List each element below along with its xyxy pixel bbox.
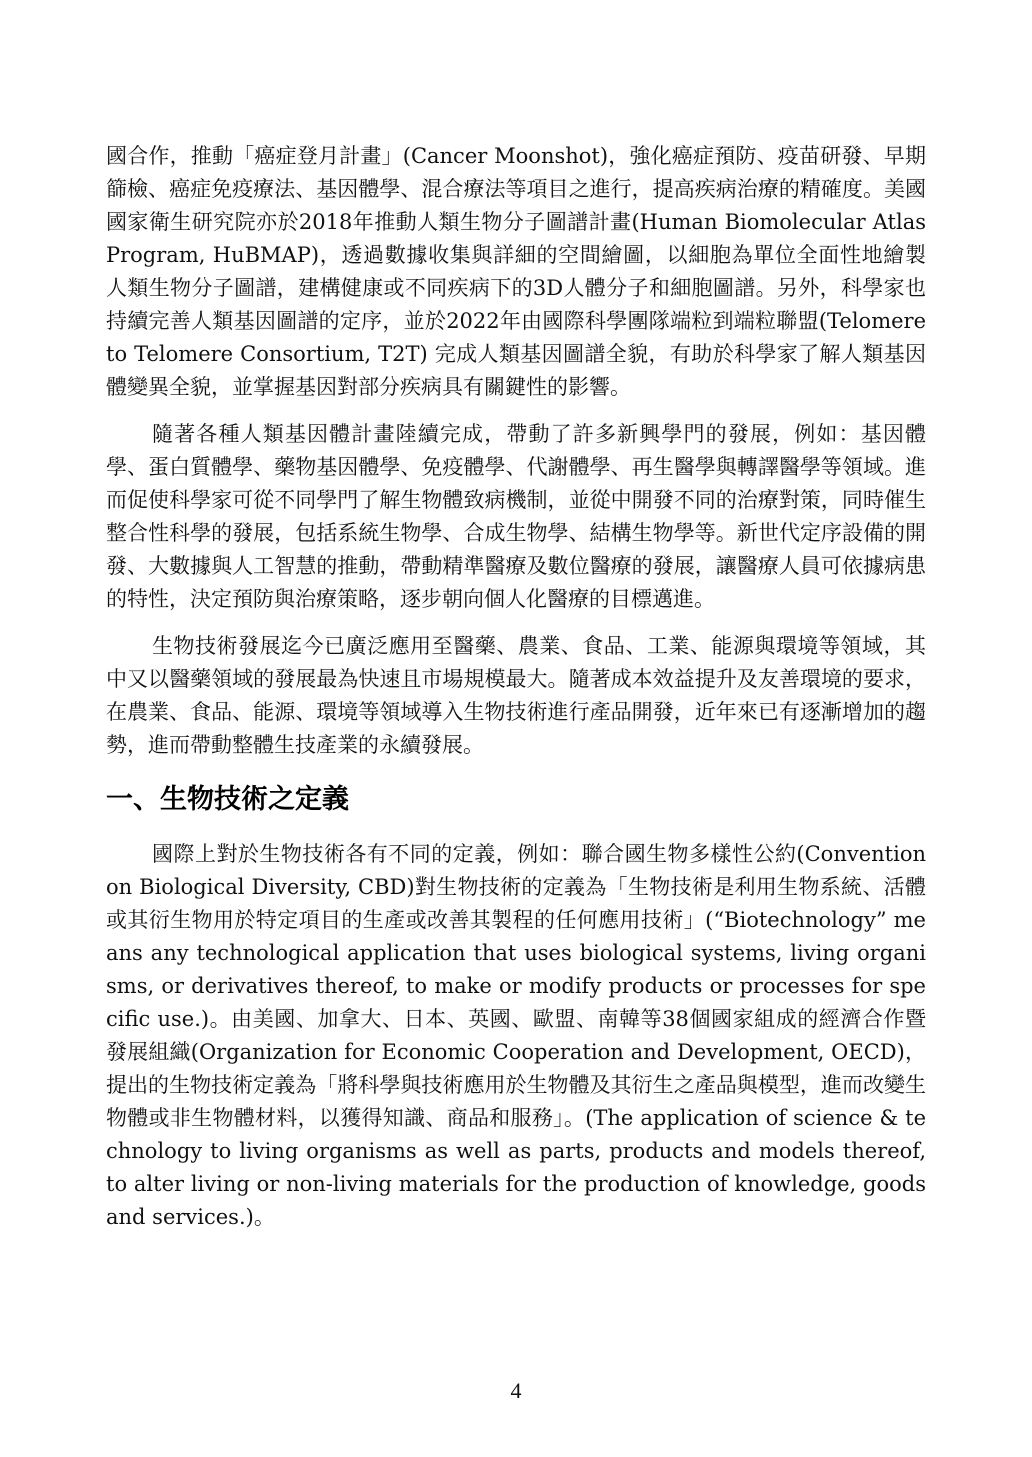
page-body <box>106 140 926 1234</box>
paragraph-biotech-applications: 生物技術發展迄今已廣泛應用至醫藥、農業、食品、工業、能源與環境等領域，其中又以醫藥領域的發展最為快速且市場規模最大。隨著成本效益提升及友善環境的要求，在農業、食品、能源、環境等領域導入生物技術進行產品開發，近年來已有逐漸增加的趨勢，進而帶動整體生技產業的永續發展。 <box>106 634 926 757</box>
paragraph-continuation: 國合作，推動「癌症登月計畫」(Cancer Moonshot)，強化癌症預防、疫苗研發、早期篩檢、癌症免疫療法、基因體學、混合療法等項目之進行，提高疾病治療的精確度。美國國家衛生研究院亦於2018年推動人類生物分子圖譜計畫(Human Biomolecular Atlas Program, HuBMAP)，透過數據收集與詳細的空間繪圖，以細胞為單位全面性地繪製人類生物分子圖譜，建構健康或不同疾病下的3D人體分子和細胞圖譜。另外，科學家也持續完善人類基因圖譜的定序，並於2022年由國際科學團隊端粒到端粒聯盟(Telomere to Telomere Consortium, T2T) 完成人類基因圖譜全貌，有助於科學家了解人類基因體變異全貌，並掌握基因對部分疾病具有關鍵性的影響。 <box>106 144 926 399</box>
page-number: 4 <box>510 1378 522 1403</box>
paragraph-biotech-definitions: 國際上對於生物技術各有不同的定義，例如：聯合國生物多樣性公約(Convention on Biological Diversity, CBD)對生物技術的定義為「生物技術是利用生物系統、活體或其衍生物用於特定項目的生產或改善其製程的任何應用技術」(“Biotechnology” means any technological application that uses biological systems, living organisms, or derivatives thereof, to make or modify products or processes for specific use.)。由美國、加拿大、日本、英國、歐盟、南韓等38個國家組成的經濟合作暨發展組織(Organization for Economic Cooperation and Development, OECD)，提出的生物技術定義為「將科學與技術應用於生物體及其衍生之產品與模型，進而改變生物體或非生物體材料，以獲得知識、商品和服務」。(The application of science & technology to living organisms as well as parts, products and models thereof, to alter living or non-living materials for the production of knowledge, goods and services.)。 <box>106 842 926 1229</box>
paragraph-genomics-fields: 隨著各種人類基因體計畫陸續完成，帶動了許多新興學門的發展，例如：基因體學、蛋白質體學、藥物基因體學、免疫體學、代謝體學、再生醫學與轉譯醫學等領域。進而促使科學家可從不同學門了解生物體致病機制，並從中開發不同的治療對策，同時催生整合性科學的發展，包括系統生物學、合成生物學、結構生物學等。新世代定序設備的開發、大數據與人工智慧的推動，帶動精準醫療及數位醫療的發展，讓醫療人員可依據病患的特性，決定預防與治療策略，逐步朝向個人化醫療的目標邁進。 <box>106 422 926 611</box>
section-heading: 一、生物技術之定義 <box>106 784 349 815</box>
